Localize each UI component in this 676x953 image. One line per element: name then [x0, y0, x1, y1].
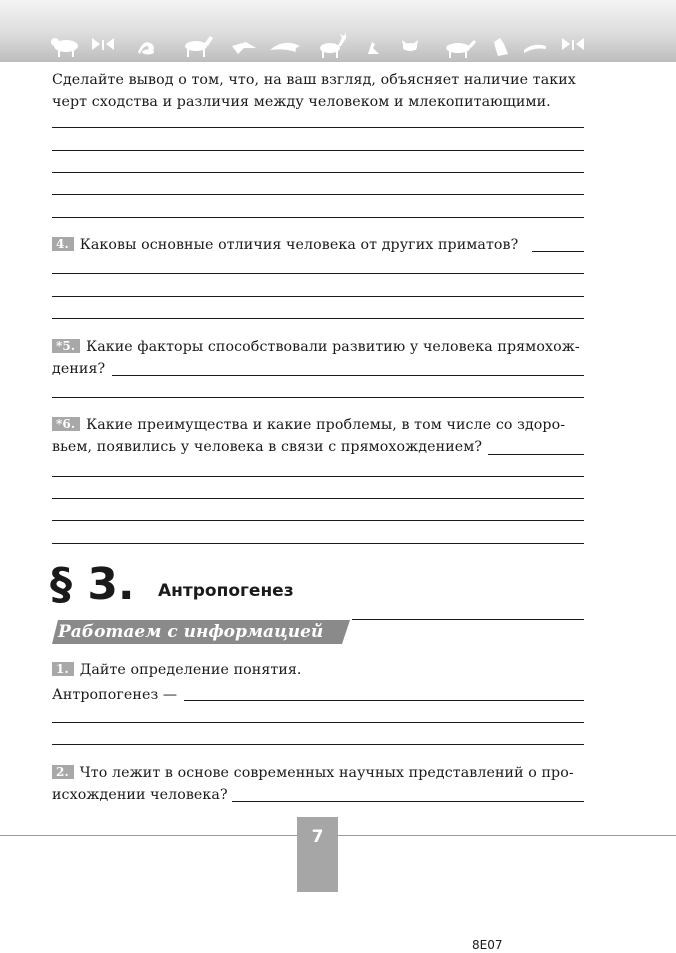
question-6: [52, 414, 584, 458]
question-text: Какие преимущества и какие проблемы, в том числе со здоро-: [86, 417, 566, 433]
scorpion-icon: [138, 42, 154, 54]
question-text-cont: исхождении человека?: [52, 787, 228, 803]
answer-line[interactable]: [52, 194, 584, 195]
answer-line[interactable]: [52, 520, 584, 521]
answer-line[interactable]: [52, 744, 584, 745]
question-text-cont: дения?: [52, 361, 106, 377]
task-1: [52, 659, 584, 681]
question-number: 1.: [52, 662, 74, 676]
lizard-icon: [524, 45, 546, 53]
bird-icon: [368, 42, 379, 54]
print-code: 8E07: [472, 938, 503, 952]
question-text: Дайте определение понятия.: [79, 662, 302, 678]
answer-line[interactable]: [52, 397, 584, 398]
answer-line[interactable]: [488, 454, 584, 455]
answer-line[interactable]: [52, 476, 584, 477]
answer-line[interactable]: [532, 251, 584, 252]
section-title: Антропогенез: [158, 581, 294, 601]
answer-line[interactable]: [112, 375, 584, 376]
question-text: Каковы основные отличия человека от других приматов?: [79, 237, 519, 253]
butterfly-icon: [92, 38, 114, 50]
animal-silhouettes: [0, 0, 676, 62]
page-number-box: [297, 817, 338, 892]
answer-line[interactable]: [52, 217, 584, 218]
question-number: *6.: [52, 417, 80, 431]
answer-line[interactable]: [52, 172, 584, 173]
answer-line[interactable]: [52, 296, 584, 297]
question-number: *5.: [52, 339, 80, 353]
banner-rule: [352, 619, 584, 620]
answer-line[interactable]: [232, 801, 584, 802]
intro-text: [52, 69, 584, 113]
question-text: Что лежит в основе современных научных представлений о про-: [79, 765, 574, 781]
header-band: [0, 0, 676, 62]
question-number: 2.: [52, 765, 74, 779]
question-text: Какие факторы способствовали развитию у человека прямохож-: [86, 339, 580, 355]
ram-icon: [51, 38, 78, 57]
question-4: [52, 234, 532, 256]
answer-line[interactable]: [184, 700, 584, 701]
page-number: 7: [311, 827, 324, 847]
deer-icon: [320, 32, 346, 58]
term-label: Антропогенез —: [52, 687, 178, 703]
answer-line[interactable]: [52, 318, 584, 319]
antelope-icon: [446, 40, 476, 58]
answer-line[interactable]: [52, 543, 584, 544]
section-number: § 3.: [50, 559, 135, 610]
footer-rule: [0, 835, 676, 836]
bird-icon: [232, 42, 256, 54]
question-text-cont: вьем, появились у человека в связи с прямохождением?: [52, 439, 483, 455]
answer-line[interactable]: [52, 722, 584, 723]
answer-line[interactable]: [52, 273, 584, 274]
butterfly-icon: [562, 38, 584, 50]
banner-label: Работаем с информацией: [58, 622, 324, 642]
horse-icon: [185, 36, 213, 57]
question-5: [52, 336, 584, 380]
answer-line[interactable]: [52, 498, 584, 499]
insect-icon: [402, 40, 418, 51]
answer-line[interactable]: [52, 127, 584, 128]
dolphin-icon: [270, 43, 300, 52]
task-2: [52, 762, 584, 806]
kangaroo-icon: [494, 38, 508, 56]
intro-line-2: черт сходства и различия между человеком и млекопитающими.: [52, 94, 551, 110]
answer-line[interactable]: [52, 150, 584, 151]
question-number: 4.: [52, 237, 74, 251]
intro-line-1: Сделайте вывод о том, что, на ваш взгляд, объясняет наличие таких: [52, 72, 576, 88]
section-banner: [52, 620, 352, 644]
